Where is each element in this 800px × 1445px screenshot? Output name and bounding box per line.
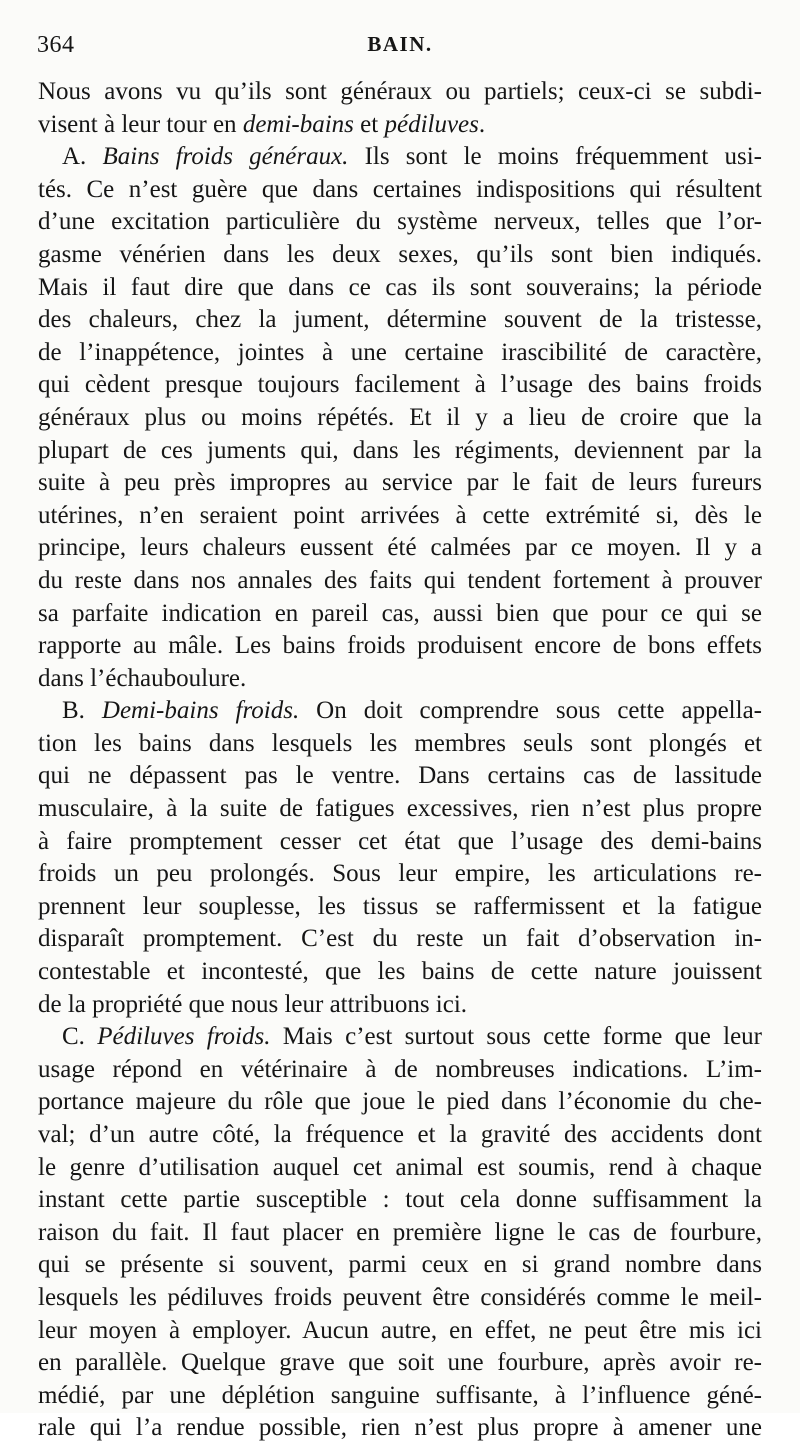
page-header <box>0 30 800 64</box>
text-line: leur moyen à employer. Aucun autre, en effet, ne peut être mis ici <box>38 1316 762 1344</box>
text-line: principe, leurs chaleurs eussent été calmées par ce moyen. Il y a <box>38 534 762 562</box>
text-line: de la propriété que nous leur attribuons ici. <box>38 990 468 1018</box>
text-line: raison du fait. Il faut placer en première ligne le cas de fourbure, <box>38 1218 762 1246</box>
text-line: médié, par une déplétion sanguine suffisante, à l’influence géné- <box>38 1381 762 1409</box>
section-heading-line <box>38 1021 762 1054</box>
line-segment: visent à leur tour en <box>38 110 243 138</box>
text-line: dans l’échauboulure. <box>38 664 247 692</box>
section-label: A. <box>62 143 87 171</box>
line-segment: On doit comprendre sous cette appella- <box>299 697 762 725</box>
section-title: Demi-bains froids. <box>101 697 300 725</box>
text-line: tion les bains dans lesquels les membres seuls sont plongés et <box>38 729 762 757</box>
text-line: musculaire, à la suite de fatigues excessives, rien n’est plus propre <box>38 795 762 823</box>
text-line: contestable et incontesté, que les bains de cette nature jouissent <box>38 958 762 986</box>
text-line: qui cèdent presque toujours facilement à l’usage des bains froids <box>38 371 762 399</box>
text-line <box>38 109 762 142</box>
section-label: C. <box>62 1023 85 1051</box>
text-line: rale qui l’a rendue possible, rien n’est plus propre à amener une <box>38 1414 762 1442</box>
text-line: utérines, n’en seraient point arrivées à cette extrémité si, dès le <box>38 501 762 529</box>
page-number: 364 <box>37 32 75 58</box>
text-line: qui ne dépassent pas le ventre. Dans certains cas de lassitude <box>38 762 762 790</box>
line-segment: Mais c’est surtout sous cette forme que leur <box>270 1023 762 1051</box>
line-segment: Ils sont le moins fréquemment usi- <box>348 143 762 171</box>
section-heading-line <box>38 695 762 728</box>
section-label: B. <box>62 697 85 725</box>
text-line: gasme vénérien dans les deux sexes, qu’ils sont bien indiqués. <box>38 240 762 268</box>
text-line: froids un peu prolongés. Sous leur empire, les articulations re- <box>38 860 762 888</box>
text-line: le genre d’utilisation auquel cet animal est soumis, rend à chaque <box>38 1153 762 1181</box>
text-line: disparaît promptement. C’est du reste un fait d’observation in- <box>38 925 762 953</box>
line-segment: et <box>353 110 385 138</box>
section-title: Pédiluves froids. <box>97 1023 271 1051</box>
text-line: lesquels les pédiluves froids peuvent être considérés comme le meil- <box>38 1283 762 1311</box>
paragraph-section-b <box>38 695 762 1021</box>
text-line: généraux plus ou moins répétés. Et il y a lieu de croire que la <box>38 403 762 431</box>
text-line: val; d’un autre côté, la fréquence et la gravité des accidents dont <box>38 1121 762 1148</box>
text-line: d’une excitation particulière du système nerveux, telles que l’or- <box>38 208 762 236</box>
text-line: qui se présente si souvent, parmi ceux en si grand nombre dans <box>38 1251 762 1279</box>
term-demi-bains: demi-bains <box>242 110 354 138</box>
text-line: plupart de ces juments qui, dans les régiments, deviennent par la <box>38 436 762 464</box>
text-line: instant cette partie susceptible : tout cela donne suffisamment la <box>38 1186 762 1214</box>
text-line: à faire promptement cesser cet état que l’usage des demi-bains <box>38 827 762 855</box>
text-line: de l’inappétence, jointes à une certaine irascibilité de caractère, <box>38 338 762 366</box>
paragraph-section-a <box>38 141 762 695</box>
text-line: prennent leur souplesse, les tissus se raffermissent et la fatigue <box>38 892 762 920</box>
text-line: des chaleurs, chez la jument, détermine souvent de la tristesse, <box>38 306 762 334</box>
line-segment: . <box>478 110 486 138</box>
paragraph-section-c <box>38 1021 762 1445</box>
section-heading-line <box>38 141 762 174</box>
section-title: Bains froids généraux. <box>102 143 349 171</box>
text-line: sa parfaite indication en pareil cas, aussi bien que pour ce qui se <box>38 599 762 627</box>
text-line: du reste dans nos annales des faits qui tendent fortement à prouver <box>38 566 762 594</box>
body-text <box>38 76 762 1445</box>
running-head: BAIN. <box>367 32 433 56</box>
text-line: en parallèle. Quelque grave que soit une fourbure, après avoir re- <box>38 1349 762 1377</box>
text-line: tés. Ce n’est guère que dans certaines indispositions qui résultent <box>38 175 762 203</box>
text-line: portance majeure du rôle que joue le pied dans l’économie du che- <box>38 1088 762 1116</box>
text-line: usage répond en vétérinaire à de nombreuses indications. L’im- <box>38 1055 762 1083</box>
text-line: rapporte au mâle. Les bains froids produisent encore de bons effets <box>38 632 762 660</box>
text-line: suite à peu près impropres au service par le fait de leurs fureurs <box>38 469 762 497</box>
paragraph-intro <box>38 76 762 141</box>
term-pediluves: pédiluves <box>384 110 479 138</box>
text-line: Mais il faut dire que dans ce cas ils sont souverains; la période <box>38 273 762 301</box>
text-line: Nous avons vu qu’ils sont généraux ou partiels; ceux-ci se subdi- <box>38 78 762 105</box>
